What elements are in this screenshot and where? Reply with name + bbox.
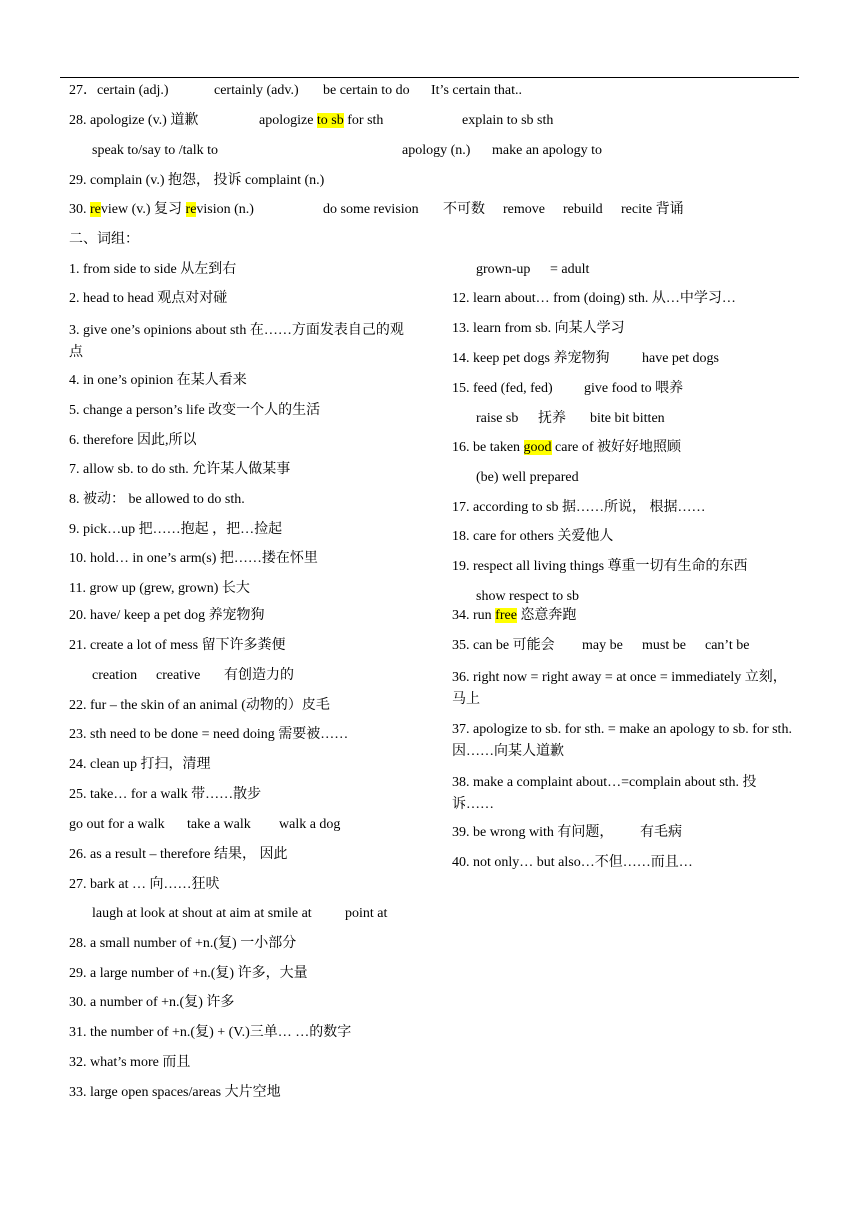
- phrase-item: [452, 824, 682, 842]
- phrase-item: [452, 607, 576, 625]
- entry-text: vision (n.): [196, 202, 254, 217]
- entry-text: explain to sb sth: [462, 113, 554, 128]
- entry-text: laugh at look at shout at aim at smile at: [92, 906, 312, 921]
- entry-text: creative: [156, 668, 201, 683]
- phrase-item: [452, 350, 719, 368]
- phrase-item: 21. create a lot of mess 留下许多粪便: [69, 638, 286, 653]
- phrase-item: [69, 816, 341, 834]
- phrase-item: 25. take… for a walk 带……散步: [69, 787, 262, 802]
- entry-27: [69, 82, 522, 100]
- phrase-item: 20. have/ keep a pet dog 养宠物狗: [69, 608, 265, 623]
- phrase-item: 8. 被动： be allowed to do sth.: [69, 492, 245, 507]
- entry-text: 有毛病: [640, 825, 682, 840]
- entry-30: [69, 201, 684, 219]
- entry-text: walk a dog: [279, 817, 341, 832]
- phrase-item: 32. what’s more 而且: [69, 1055, 191, 1070]
- phrase-item: 28. a small number of +n.(复) 一小部分: [69, 936, 297, 951]
- entry-text: 30.: [69, 202, 90, 217]
- phrase-item: 30. a number of +n.(复) 许多: [69, 995, 235, 1010]
- phrase-item: 27. bark at … 向……狂吠: [69, 877, 220, 892]
- entry-text: apologize: [259, 113, 317, 128]
- phrase-item: (be) well prepared: [476, 470, 579, 485]
- phrase-item: 10. hold… in one’s arm(s) 把……搂在怀里: [69, 551, 318, 566]
- entry-text: have pet dogs: [642, 351, 719, 366]
- entry-text: creation: [92, 668, 138, 683]
- phrase-item: 19. respect all living things 尊重一切有生命的东西: [452, 559, 748, 574]
- highlighted-text: good: [523, 440, 552, 455]
- phrase-item: [476, 410, 665, 428]
- phrase-item: 38. make a complaint about…=complain about sth. 投诉……: [452, 775, 757, 812]
- entry-text: raise sb: [476, 411, 519, 426]
- entry-text: go out for a walk: [69, 817, 165, 832]
- highlighted-text: to sb: [316, 113, 344, 128]
- phrase-item: 7. allow sb. to do sth. 允许某人做某事: [69, 462, 291, 477]
- phrase-item: [452, 439, 681, 457]
- entry-text: grown-up: [476, 262, 531, 277]
- phrase-item: 22. fur – the skin of an animal (动物的）皮毛: [69, 698, 330, 713]
- entry-text: care of 被好好地照顾: [551, 440, 681, 455]
- entry-text: 恣意奔跑: [516, 608, 577, 623]
- entry-text: bite bit bitten: [590, 411, 665, 426]
- phrase-item: 24. clean up 打扫，清理: [69, 757, 211, 772]
- phrase-item: 36. right now = right away = at once = immediately 立刻，马上: [452, 670, 787, 707]
- entry-28-extra: [92, 142, 603, 160]
- entry-text: rebuild: [563, 202, 603, 217]
- entry-text: view (v.) 复习: [100, 202, 186, 217]
- phrase-item: 2. head to head 观点对对碰: [69, 291, 228, 306]
- entry-text: It’s certain that..: [431, 83, 522, 98]
- entry-text: 27．certain (adj.): [69, 83, 169, 98]
- phrase-item: 33. large open spaces/areas 大片空地: [69, 1085, 281, 1100]
- phrase-item: 23. sth need to be done = need doing 需要被……: [69, 727, 349, 742]
- phrase-item: 17. according to sb 据……所说， 根据……: [452, 500, 706, 515]
- entry-28: [69, 112, 554, 130]
- phrase-item: [476, 261, 590, 279]
- entry-text: be certain to do: [323, 83, 410, 98]
- entry-text: 抚养: [538, 411, 566, 426]
- phrase-item: 37. apologize to sb. for sth. = make an apology to sb. for sth. 因……向某人道歉: [452, 722, 792, 759]
- entry-text: for sth: [343, 113, 384, 128]
- phrase-item: show respect to sb: [476, 589, 580, 604]
- phrase-item: 18. care for others 关爱他人: [452, 529, 614, 544]
- entry-text: make an apology to: [492, 143, 603, 158]
- entry-text: give food to 喂养: [584, 381, 684, 396]
- phrase-item: [452, 637, 750, 655]
- entry-29: 29. complain (v.) 抱怨， 投诉 complaint (n.): [69, 173, 325, 188]
- highlighted-text: re: [90, 202, 101, 217]
- entry-text: speak to/say to /talk to: [92, 143, 218, 158]
- highlighted-text: re: [185, 202, 197, 217]
- entry-text: 28. apologize (v.) 道歉: [69, 113, 199, 128]
- entry-text: remove: [503, 202, 545, 217]
- phrase-item: 3. give one’s opinions about sth 在……方面发表自己的观点: [69, 323, 404, 360]
- entry-text: 16. be taken: [452, 440, 524, 455]
- phrase-item: 4. in one’s opinion 在某人看来: [69, 373, 247, 388]
- entry-text: 有创造力的: [224, 668, 294, 683]
- phrase-item: 29. a large number of +n.(复) 许多，大量: [69, 966, 308, 981]
- entry-text: 35. can be 可能会: [452, 638, 555, 653]
- phrase-item: [452, 380, 684, 398]
- entry-text: apology (n.): [402, 143, 471, 158]
- entry-text: take a walk: [187, 817, 251, 832]
- phrase-item: 5. change a person’s life 改变一个人的生活: [69, 403, 321, 418]
- header-rule: [60, 77, 799, 78]
- entry-text: point at: [345, 906, 388, 921]
- phrase-item: 6. therefore 因此,所以: [69, 433, 197, 448]
- entry-text: 39. be wrong with 有问题，: [452, 825, 614, 840]
- phrase-item: 26. as a result – therefore 结果， 因此: [69, 847, 288, 862]
- entry-text: do some revision: [323, 202, 419, 217]
- entry-text: = adult: [550, 262, 590, 277]
- entry-text: 不可数: [443, 202, 485, 217]
- phrase-item: 9. pick…up 把……抱起 ，把…捡起: [69, 522, 283, 537]
- entry-text: may be: [582, 638, 623, 653]
- entry-text: certainly (adv.): [214, 83, 299, 98]
- phrase-item: 12. learn about… from (doing) sth. 从…中学习…: [452, 291, 736, 306]
- entry-text: must be: [642, 638, 686, 653]
- phrase-item: [92, 905, 388, 923]
- entry-text: can’t be: [705, 638, 750, 653]
- phrase-item: 1. from side to side 从左到右: [69, 262, 237, 277]
- phrase-item: 31. the number of +n.(复) + (V.)三单… …的数字: [69, 1025, 352, 1040]
- entry-text: 34. run: [452, 608, 496, 623]
- entry-text: 15. feed (fed, fed): [452, 381, 553, 396]
- phrase-item: 11. grow up (grew, grown) 长大: [69, 581, 250, 596]
- phrase-item: 40. not only… but also…不但……而且…: [452, 855, 693, 870]
- phrase-item: 13. learn from sb. 向某人学习: [452, 321, 625, 336]
- entry-text: recite 背诵: [621, 202, 684, 217]
- entry-text: 14. keep pet dogs 养宠物狗: [452, 351, 610, 366]
- section-title: 二、词组：: [69, 232, 139, 247]
- phrase-item: [92, 667, 294, 685]
- highlighted-text: free: [495, 608, 517, 623]
